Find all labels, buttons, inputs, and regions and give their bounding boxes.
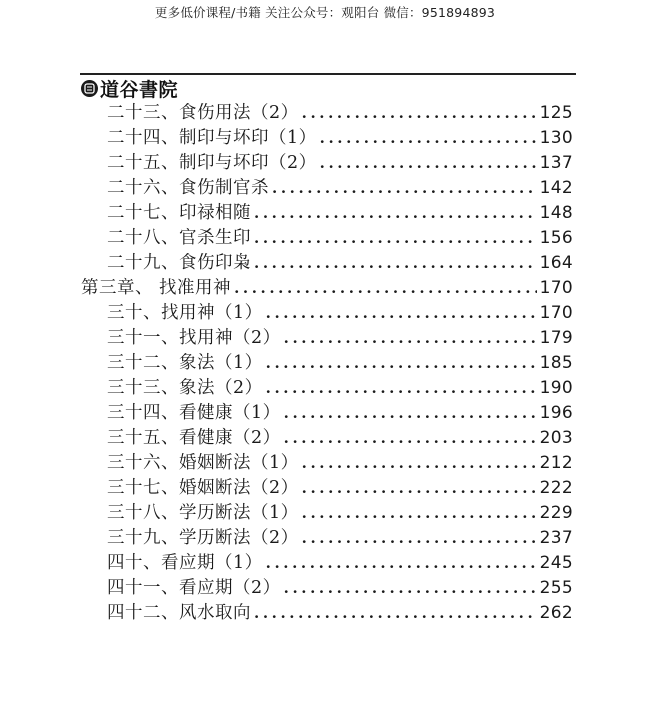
dot-leader <box>320 152 537 174</box>
toc-page-number: 164 <box>539 253 573 273</box>
toc-page-number: 170 <box>539 278 573 298</box>
toc-page-number: 212 <box>539 453 573 473</box>
toc-entry-title: 三十、找用神（1） <box>107 303 263 323</box>
toc-page-number: 170 <box>539 303 573 323</box>
toc-entry-row <box>107 577 573 599</box>
toc-entry-row <box>107 527 573 549</box>
dot-leader <box>302 452 537 474</box>
toc-entry-row <box>107 227 573 249</box>
toc-entry-row <box>107 427 573 449</box>
toc-page-number: 255 <box>539 578 573 598</box>
dot-leader <box>254 202 537 224</box>
toc-entry-row <box>107 552 573 574</box>
toc-entry-title: 三十三、象法（2） <box>107 378 263 398</box>
dot-leader <box>320 127 537 149</box>
toc-entry-row <box>107 502 573 524</box>
toc-page-number: 190 <box>539 378 573 398</box>
toc-page-number: 203 <box>539 428 573 448</box>
dot-leader <box>266 352 537 374</box>
toc-chapter-row <box>81 277 573 299</box>
toc-entry-row <box>107 452 573 474</box>
toc-entry-title: 三十二、象法（1） <box>107 353 263 373</box>
dot-leader <box>284 577 537 599</box>
toc-page-number: 245 <box>539 553 573 573</box>
toc-page-number: 137 <box>539 153 573 173</box>
toc-page-number: 148 <box>539 203 573 223</box>
toc-entry-title: 三十七、婚姻断法（2） <box>107 478 299 498</box>
dot-leader <box>254 227 537 249</box>
toc-entry-title: 二十八、官杀生印 <box>107 228 251 248</box>
dot-leader <box>284 427 537 449</box>
toc-entry-title: 二十九、食伤印枭 <box>107 253 251 273</box>
dot-leader <box>302 102 537 124</box>
dot-leader <box>302 527 537 549</box>
toc-page-number: 229 <box>539 503 573 523</box>
toc-entry-row <box>107 327 573 349</box>
dot-leader <box>266 302 537 324</box>
dot-leader <box>284 327 537 349</box>
toc-entry-row <box>107 477 573 499</box>
toc-entry-title: 二十三、食伤用法（2） <box>107 103 299 123</box>
toc-entry-row <box>107 127 573 149</box>
toc-page-number: 130 <box>539 128 573 148</box>
toc-entry-row <box>107 102 573 124</box>
toc-page-number: 179 <box>539 328 573 348</box>
toc-entry-row <box>107 152 573 174</box>
toc-page-number: 222 <box>539 478 573 498</box>
dot-leader <box>234 277 537 299</box>
toc-page-number: 262 <box>539 603 573 623</box>
dot-leader <box>302 477 537 499</box>
toc-entry-title: 二十六、食伤制官杀 <box>107 178 269 198</box>
toc-entry-title: 三十一、找用神（2） <box>107 328 281 348</box>
publisher-header <box>81 77 178 99</box>
dot-leader <box>254 252 537 274</box>
toc-entry-title: 三十四、看健康（1） <box>107 403 281 423</box>
toc-entry-title: 四十、看应期（1） <box>107 553 263 573</box>
seal-icon <box>81 80 98 97</box>
toc-page-number: 125 <box>539 103 573 123</box>
toc-page-number: 156 <box>539 228 573 248</box>
toc-entry-row <box>107 402 573 424</box>
toc-entry-row <box>107 352 573 374</box>
toc-entry-title: 第三章、 找准用神 <box>81 278 232 298</box>
toc-entry-row <box>107 602 573 624</box>
toc-entry-row <box>107 377 573 399</box>
toc-page-number: 185 <box>539 353 573 373</box>
toc-entry-title: 三十八、学历断法（1） <box>107 503 299 523</box>
toc-page-number: 196 <box>539 403 573 423</box>
promo-banner: 更多低价课程/书籍 关注公众号：观阳台 微信：951894893 <box>154 5 496 20</box>
dot-leader <box>272 177 537 199</box>
dot-leader <box>254 602 537 624</box>
toc-entry-row <box>107 302 573 324</box>
toc-page-number: 142 <box>539 178 573 198</box>
dot-leader <box>266 377 537 399</box>
toc-entry-title: 二十七、印禄相随 <box>107 203 251 223</box>
dot-leader <box>266 552 537 574</box>
toc-entry-title: 三十五、看健康（2） <box>107 428 281 448</box>
toc-entry-row <box>107 177 573 199</box>
toc-entry-row <box>107 202 573 224</box>
toc-page-number: 237 <box>539 528 573 548</box>
toc-entry-title: 二十四、制印与坏印（1） <box>107 128 317 148</box>
toc-entry-title: 二十五、制印与坏印（2） <box>107 153 317 173</box>
dot-leader <box>284 402 537 424</box>
toc-entry-row <box>107 252 573 274</box>
publisher-name: 道谷書院 <box>100 78 179 101</box>
toc-entry-title: 三十六、婚姻断法（1） <box>107 453 299 473</box>
dot-leader <box>302 502 537 524</box>
toc-entry-title: 四十二、风水取向 <box>107 603 251 623</box>
toc-entry-title: 三十九、学历断法（2） <box>107 528 299 548</box>
toc-entry-title: 四十一、看应期（2） <box>107 578 281 598</box>
